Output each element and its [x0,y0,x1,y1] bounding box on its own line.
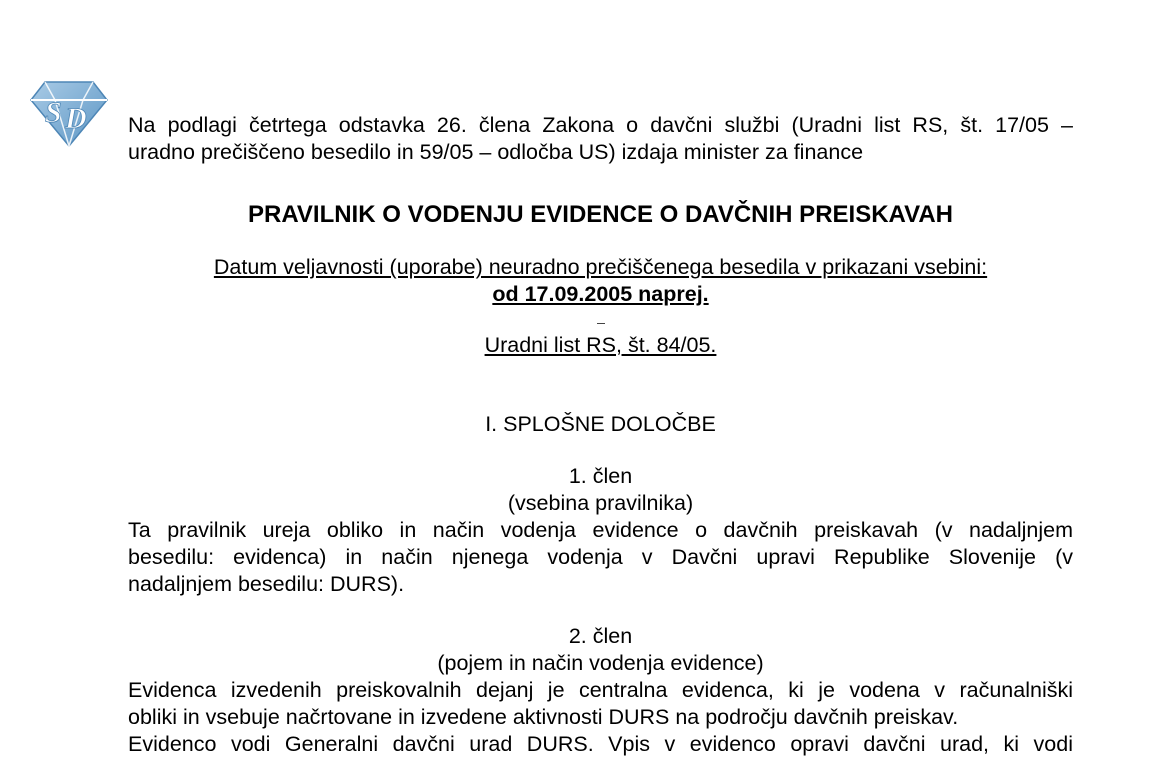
article-number: 2. člen [568,624,633,648]
article-line: Evidenca izvedenih preiskovalnih dejanj je centralna evidenca, ki je vodena v računalniški [128,678,1073,702]
durs-logo-icon [27,78,111,150]
article-body [128,677,1073,758]
document-title: PRAVILNIK O VODENJU EVIDENCE O DAVČNIH PREISKAVAH [248,201,953,228]
article-number: 1. člen [568,464,633,488]
document-page [128,112,1073,758]
validity-notice [128,254,1073,308]
tick-mark [597,323,605,324]
chapter-heading: I. SPLOŠNE DOLOČBE [485,412,716,436]
article-1 [128,463,1073,598]
article-subtitle: (pojem in način vodenja evidence) [437,651,764,675]
validity-text: Datum veljavnosti (uporabe) neuradno prečiščenega besedila v prikazani vsebini: [213,255,988,279]
article-subtitle: (vsebina pravilnika) [507,491,694,515]
article-body [128,517,1073,598]
article-line: obliki in vsebuje načrtovane in izvedene aktivnosti DURS na področju davčnih preiskav. [128,705,959,729]
intro-paragraph [128,112,1073,166]
gazette-text: Uradni list RS, št. 84/05. [484,333,717,357]
svg-text:D: D [65,102,87,135]
svg-text:S: S [45,96,62,129]
article-line: Evidenco vodi Generalni davčni urad DURS. Vpis v evidenco opravi davčni urad, ki vodi [128,732,1073,756]
article-line: nadaljnjem besedilu: DURS). [128,572,405,596]
gazette-reference [128,332,1073,359]
article-2 [128,623,1073,758]
intro-line: Na podlagi četrtega odstavka 26. člena Zakona o davčni službi (Uradni list RS, št. 17/05 – [128,113,1073,137]
article-line: besedilu: evidenca) in način njenega vodenja v Davčni upravi Republike Slovenije (v [128,545,1073,569]
validity-date: od 17.09.2005 naprej. [492,282,709,306]
article-line: Ta pravilnik ureja obliko in način vodenja evidence o davčnih preiskavah (v nadaljnjem [128,518,1073,542]
intro-line: uradno prečiščeno besedilo in 59/05 – odločba US) izdaja minister za finance [128,140,864,164]
